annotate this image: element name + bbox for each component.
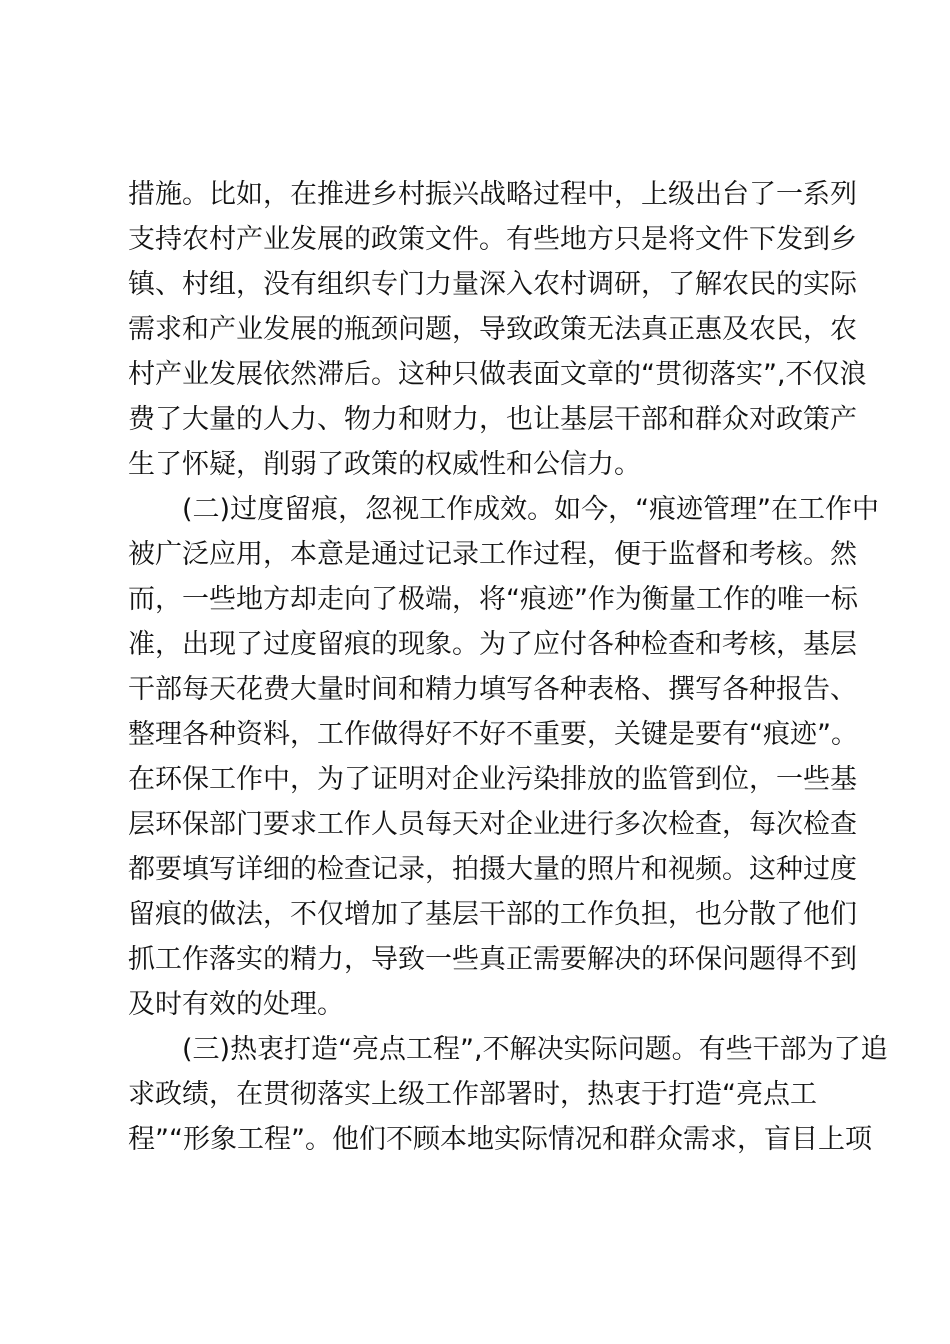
text-line: 都要填写详细的检查记录，拍摄大量的照片和视频。这种过度	[128, 854, 857, 885]
text-line: 而，一些地方却走向了极端，将“痕迹”作为衡量工作的唯一标	[128, 584, 858, 615]
text-line: 留痕的做法，不仅增加了基层干部的工作负担，也分散了他们	[128, 899, 857, 930]
text-line: 抓工作落实的精力，导致一些真正需要解决的环保问题得不到	[128, 944, 857, 975]
body-text	[128, 172, 888, 1162]
text-line: 需求和产业发展的瓶颈问题，导致政策无法真正惠及农民，农	[128, 314, 857, 345]
text-line: 镇、村组，没有组织专门力量深入农村调研，了解农民的实际	[128, 269, 857, 300]
section-heading-line: (二)过度留痕，忽视工作成效。如今，“痕迹管理”在工作中	[128, 494, 880, 525]
text-line: 生了怀疑，削弱了政策的权威性和公信力。	[128, 449, 641, 480]
text-line: 费了大量的人力、物力和财力，也让基层干部和群众对政策产	[128, 404, 857, 435]
text-line: 在环保工作中，为了证明对企业污染排放的监管到位，一些基	[128, 764, 857, 795]
text-line: 及时有效的处理。	[128, 989, 344, 1020]
text-line: 准，出现了过度留痕的现象。为了应付各种检查和考核，基层	[128, 629, 857, 660]
text-line: 求政绩，在贯彻落实上级工作部署时，热衷于打造“亮点工	[128, 1079, 817, 1110]
text-line: 被广泛应用，本意是通过记录工作过程，便于监督和考核。然	[128, 539, 857, 570]
text-line: 干部每天花费大量时间和精力填写各种表格、撰写各种报告、	[128, 674, 857, 705]
text-line: 程”“形象工程”。他们不顾本地实际情况和群众需求，盲目上项	[128, 1124, 872, 1155]
text-line: 整理各种资料，工作做得好不好不重要，关键是要有“痕迹”。	[128, 719, 858, 750]
text-line: 村产业发展依然滞后。这种只做表面文章的“贯彻落实”,不仅浪	[128, 359, 867, 390]
text-line: 措施。比如，在推进乡村振兴战略过程中，上级出台了一系列	[128, 179, 857, 210]
section-heading-line: (三)热衷打造“亮点工程”,不解决实际问题。有些干部为了追	[128, 1034, 888, 1065]
text-line: 支持农村产业发展的政策文件。有些地方只是将文件下发到乡	[128, 224, 857, 255]
text-line: 层环保部门要求工作人员每天对企业进行多次检查，每次检查	[128, 809, 857, 840]
